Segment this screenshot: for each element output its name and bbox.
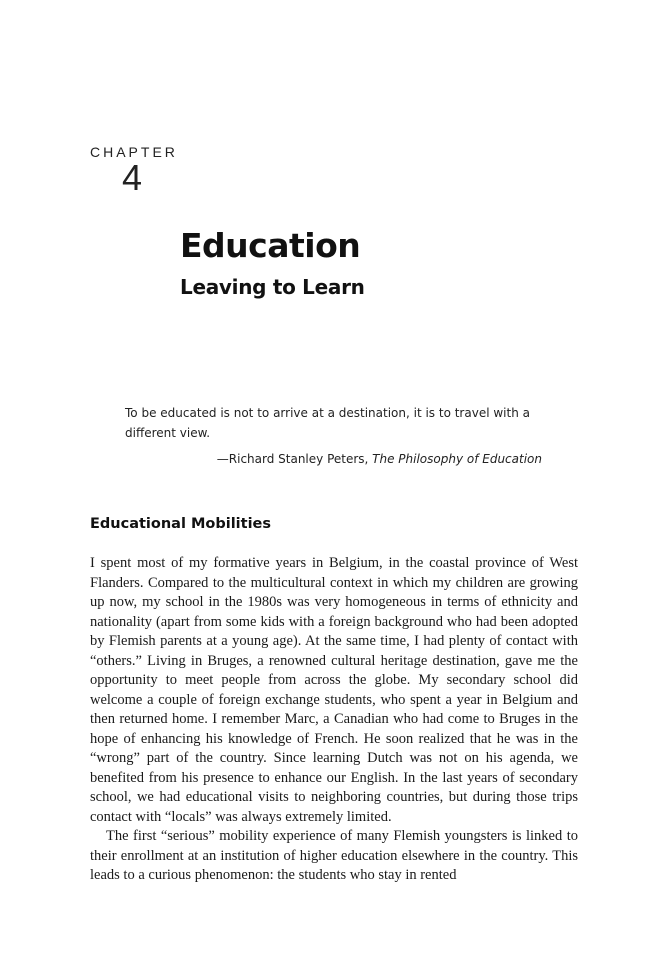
chapter-title: Education <box>180 226 361 265</box>
chapter-label: CHAPTER <box>90 144 178 160</box>
section-heading: Educational Mobilities <box>90 516 272 532</box>
chapter-number: 4 <box>122 157 143 198</box>
epigraph-quote: To be educated is not to arrive at a destination, it is to travel with a different view. <box>125 406 530 440</box>
body-paragraph: The first “serious” mobility experience of many Flemish youngsters is linked to their enrollment at an institution of higher education elsewhere in the country. This leads to a curious phenomenon: the students who stay in rented <box>90 828 578 883</box>
epigraph-attribution <box>125 452 542 466</box>
body-paragraph: I spent most of my formative years in Belgium, in the coastal province of West Flanders. Compared to the multicultural context in which my children are growing up now, my school in the 1980s was very homogeneous in terms of ethnicity and nationality (apart from some kids with a foreign background who had been adopted by Flemish parents at a young age). At the same time, I had plenty of contact with “others.” Living in Bruges, a renowned cultural heritage destination, gave me the opportunity to meet people from across the globe. My secondary school did welcome a couple of foreign exchange students, who spent a year in Belgium and then returned home. I remember Marc, a Canadian who had come to Bruges in the hope of enhancing his knowledge of French. He soon realized that he was in the “wrong” part of the country. Since learning Dutch was not on his agenda, we benefited from his presence to enhance our English. In the last years of secondary school, we had educational visits to neighboring countries, but during those trips contact with “locals” was always extremely limited. <box>90 555 578 825</box>
body-text <box>90 554 578 886</box>
epigraph-work: The Philosophy of Education <box>372 452 542 466</box>
epigraph-author: —Richard Stanley Peters, <box>216 452 373 466</box>
chapter-subtitle: Leaving to Learn <box>180 275 365 299</box>
